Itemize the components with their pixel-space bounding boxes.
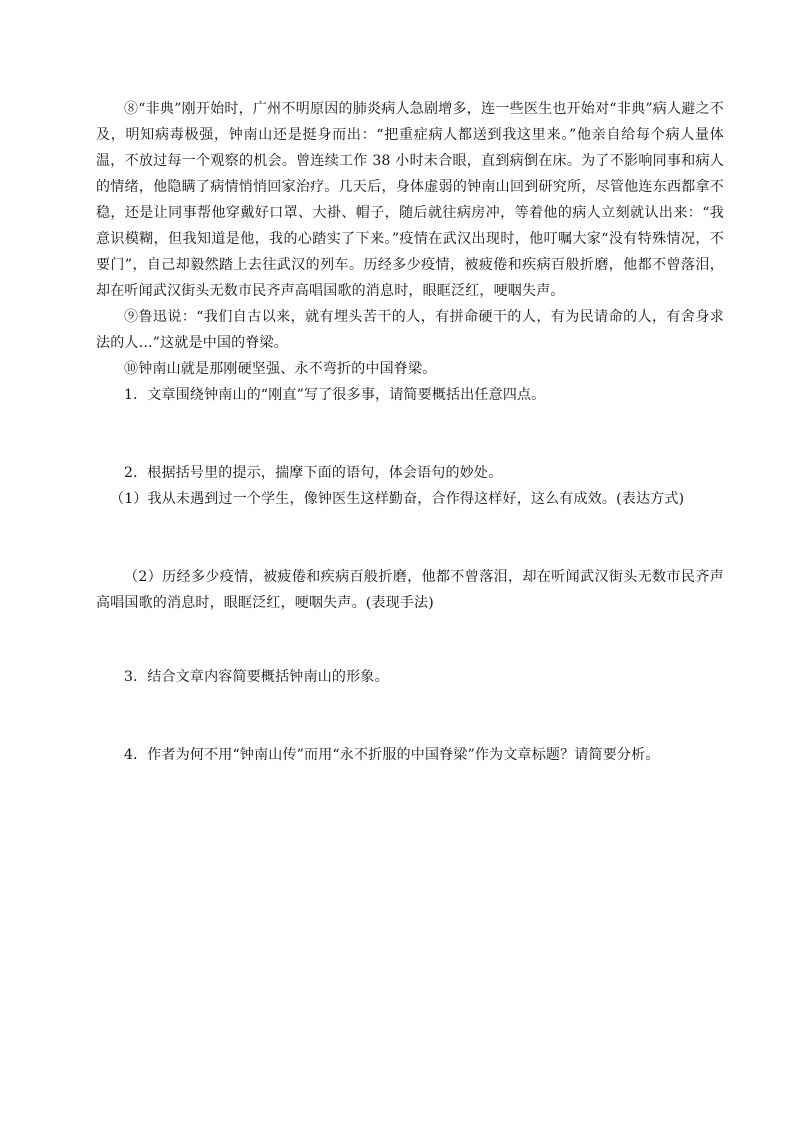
question-4: 4．作者为何不用“钟南山传”而用“永不折服的中国脊梁”作为文章标题？请简要分析。 <box>124 747 660 763</box>
answer-space-2-1 <box>96 512 724 564</box>
question-2-part-1: （1）我从未遇到过一个学生，像钟医生这样勤奋，合作得这样好，这么有成效。(表达方式) <box>110 491 685 507</box>
document-content <box>96 96 724 768</box>
question-1: 1．文章围绕钟南山的“刚直”写了很多事，请简要概括出任意四点。 <box>124 387 546 403</box>
question-3: 3．结合文章内容简要概括钟南山的形象。 <box>124 669 389 685</box>
paragraph-8: ⑧“非典”刚开始时，广州不明原因的肺炎病人急剧增多，连一些医生也开始对“非典”病人避之不及，明知病毒极强，钟南山还是挺身而出：“把重症病人都送到我这里来。”他亲自给每个病人量体温，不放过每一个观察的机会。曾连续工作 38 小时未合眼，直到病倒在床。为了不影响同事和病人的情绪，他隐瞒了病情悄悄回家治疗。几天后，身体虚弱的钟南山回到研究所，尽管他连东西都拿不稳，还是让同事帮他穿戴好口罩、大褂、帽子，随后就往病房冲，等着他的病人立刻就认出来：“我意识模糊，但我知道是他，我的心踏实了下来。”疫情在武汉出现时，他叮嘱大家“没有特殊情况，不要门”，自己却毅然踏上去往武汉的列车。历经多少疫情，被疲倦和疾病百般折磨，他都不曾落泪，却在听闻武汉街头无数市民齐声高唱国歌的消息时，眼眶泛红，哽咽失声。 <box>96 101 724 299</box>
question-2: 2．根据括号里的提示，揣摩下面的语句，体会语句的妙处。 <box>124 465 503 481</box>
answer-space-1 <box>96 408 724 460</box>
answer-space-3 <box>96 690 724 742</box>
paragraph-10: ⑩钟南山就是那刚硬坚强、永不弯折的中国脊梁。 <box>124 361 437 377</box>
question-2-part-2: （2）历经多少疫情，被疲倦和疾病百般折磨，他都不曾落泪，却在听闻武汉街头无数市民齐声高唱国歌的消息时，眼眶泛红，哽咽失声。(表现手法) <box>96 569 724 611</box>
paragraph-9: ⑨鲁迅说：“我们自古以来，就有埋头苦干的人，有拼命硬干的人，有为民请命的人，有舍身求法的人…”这就是中国的脊梁。 <box>96 309 724 351</box>
answer-space-2-2 <box>96 616 724 664</box>
